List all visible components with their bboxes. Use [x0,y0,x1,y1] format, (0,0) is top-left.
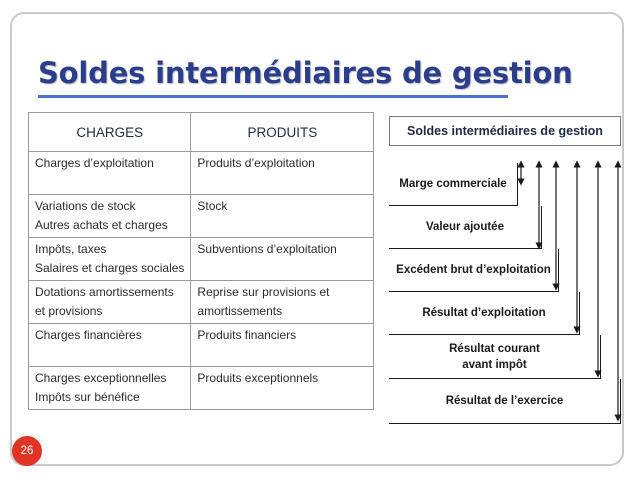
solde-label: Résultat d’exploitation [422,307,546,319]
charges-line: Dotations amortissements [35,285,174,299]
solde-label: Résultat courant [449,342,540,355]
charges-line: Charges d’exploitation [35,156,154,170]
produits-cell [191,195,374,238]
page-number-badge: 26 [12,436,42,466]
charges-line: Autres achats et charges [35,218,168,232]
charges-line: Impôts sur bénéfice [35,390,140,404]
table-row [29,238,374,281]
table-row [29,281,374,324]
produits-line: Produits exceptionnels [197,371,319,385]
charges-line: et provisions [35,304,103,318]
solde-box [389,206,542,249]
produits-line: Produits financiers [197,328,297,342]
solde-box [389,335,601,379]
produits-cell [191,281,374,324]
charges-line: Charges financières [35,328,142,342]
table-row [29,152,374,195]
produits-line: Produits d’exploitation [197,156,315,170]
produits-cell [191,367,374,410]
soldes-header: Soldes intermédiaires de gestion [389,116,621,146]
table-row [29,195,374,238]
charges-cell [29,152,191,195]
solde-box [389,249,559,292]
produits-cell [191,152,374,195]
charges-line: Charges exceptionnelles [35,371,167,385]
solde-label: Valeur ajoutée [426,221,504,233]
produits-line: Reprise sur provisions et [197,285,330,299]
charges-cell [29,367,191,410]
produits-cell [191,238,374,281]
table-row [29,324,374,367]
solde-box [389,163,518,206]
table-body [29,152,374,410]
charges-line: Variations de stock [35,199,136,213]
charges-cell [29,281,191,324]
table-row [29,367,374,410]
solde-label: avant impôt [462,358,527,371]
header-charges: CHARGES [29,113,191,152]
charges-cell [29,238,191,281]
solde-label: Marge commerciale [399,178,507,190]
solde-label: Résultat de l’exercice [445,395,564,407]
charges-cell [29,195,191,238]
charges-cell [29,324,191,367]
produits-line: Stock [197,199,228,213]
solde-label: Excédent brut d’exploitation [396,264,551,276]
charges-line: Impôts, taxes [35,242,107,256]
header-produits: PRODUITS [191,113,374,152]
charges-line: Salaires et charges sociales [35,261,185,275]
charges-produits-table [28,112,374,410]
slide-title: Soldes intermédiaires de gestion [38,56,573,90]
solde-box [389,292,580,335]
produits-line: Subventions d’exploitation [197,242,337,256]
title-underline [38,95,508,98]
produits-line: amortissements [197,304,283,318]
solde-box [389,379,621,424]
produits-cell [191,324,374,367]
